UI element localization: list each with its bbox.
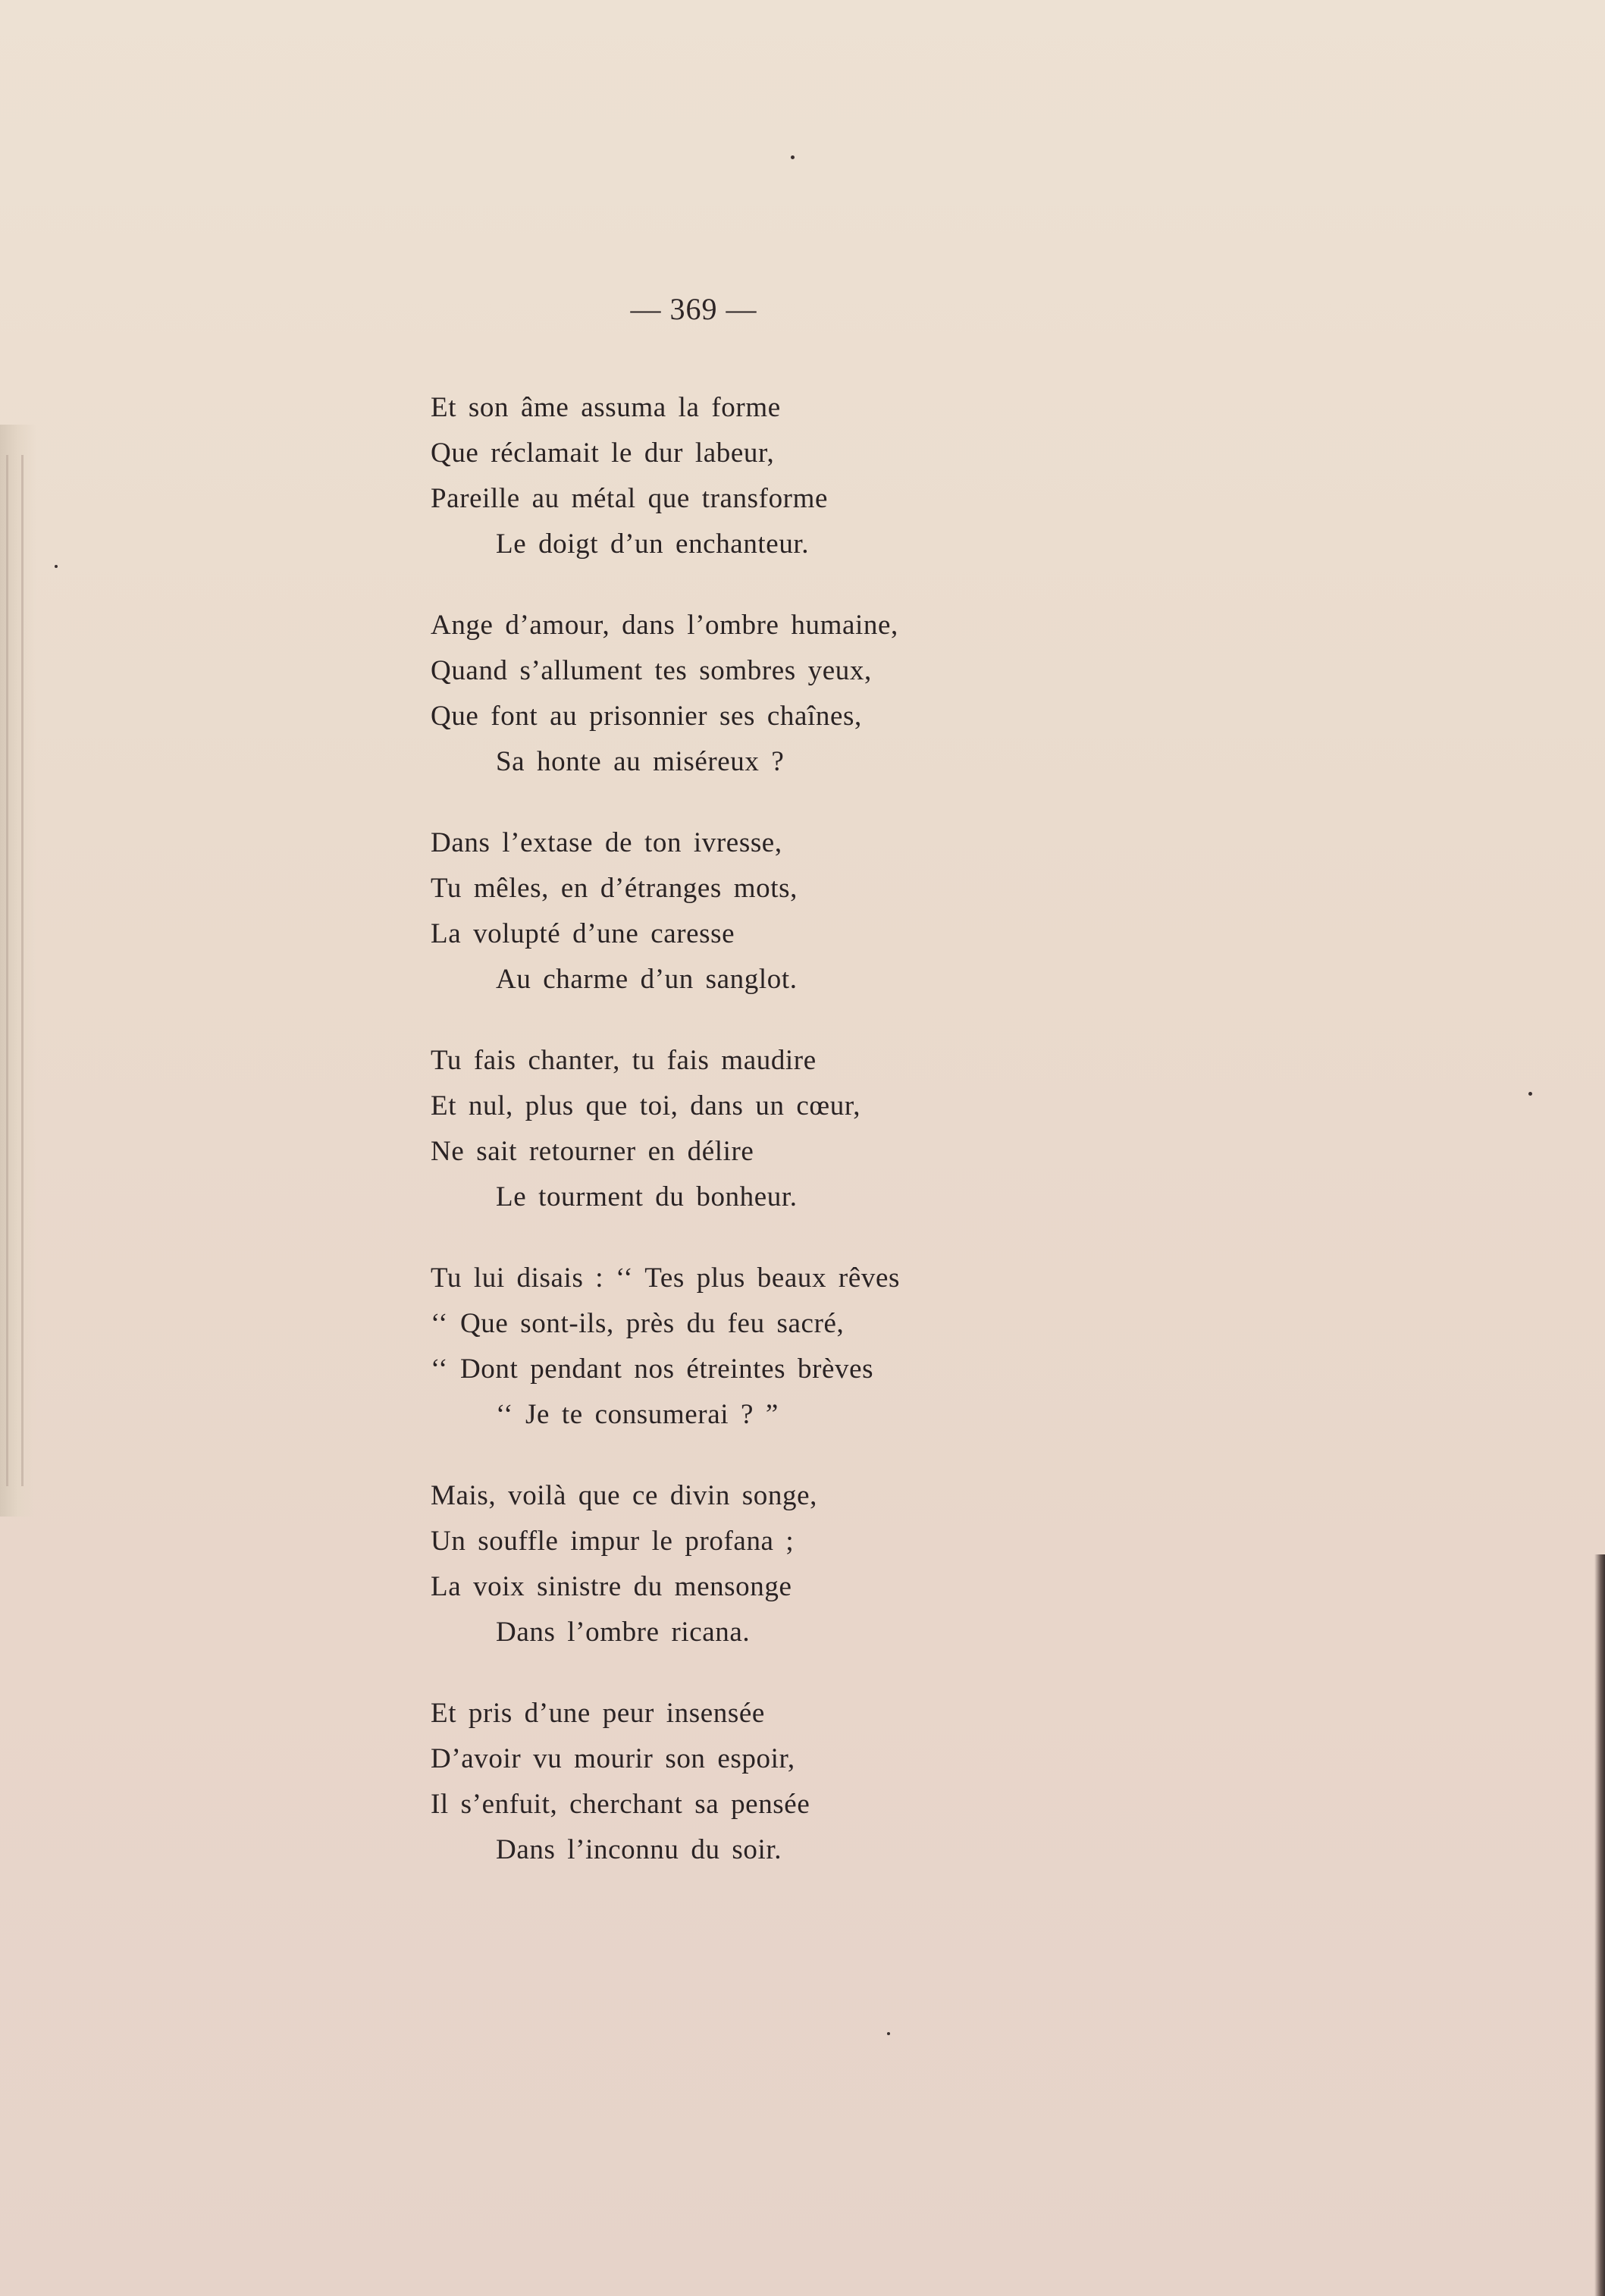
stanza <box>431 1256 1265 1438</box>
verse-line: Ange d’amour, dans l’ombre humaine, <box>431 610 898 641</box>
paper-speck <box>55 565 58 568</box>
verse-line: Le doigt d’un enchanteur. <box>496 529 810 560</box>
verse-line: Que font au prisonnier ses chaînes, <box>431 701 862 732</box>
verse-line: Tu mêles, en d’étranges mots, <box>431 873 798 904</box>
stanza <box>431 385 1265 567</box>
verse-line: Et son âme assuma la forme <box>431 392 781 423</box>
binding-edge <box>0 425 36 1517</box>
verse-line: ‘‘ Je te consumerai ? ” <box>496 1399 779 1430</box>
verse-line: Mais, voilà que ce divin songe, <box>431 1480 817 1511</box>
verse-line: Tu fais chanter, tu fais maudire <box>431 1045 817 1076</box>
verse-line: Et nul, plus que toi, dans un cœur, <box>431 1090 861 1121</box>
verse-line: Et pris d’une peur insensée <box>431 1698 765 1729</box>
verse-line: La voix sinistre du mensonge <box>431 1571 792 1602</box>
stanza <box>431 1038 1265 1220</box>
binding-crease <box>21 455 24 1486</box>
stanza <box>431 1691 1265 1873</box>
paper-speck <box>791 155 795 159</box>
paper-speck <box>887 2032 890 2035</box>
stanza <box>431 820 1265 1002</box>
poem <box>431 385 1265 1909</box>
verse-line: Dans l’extase de ton ivresse, <box>431 827 782 858</box>
verse-line: Sa honte au miséreux ? <box>496 746 785 777</box>
binding-crease <box>6 455 8 1486</box>
verse-line: Au charme d’un sanglot. <box>496 964 798 995</box>
verse-line: Un souffle impur le profana ; <box>431 1526 795 1557</box>
verse-line: D’avoir vu mourir son espoir, <box>431 1743 795 1774</box>
verse-line: ‘‘ Que sont-ils, près du feu sacré, <box>431 1308 845 1339</box>
verse-line: Dans l’ombre ricana. <box>496 1617 751 1648</box>
verse-line: Ne sait retourner en délire <box>431 1136 754 1167</box>
verse-line: ‘‘ Dont pendant nos étreintes brèves <box>431 1353 874 1385</box>
stanza <box>431 603 1265 785</box>
paper-speck <box>1528 1092 1532 1096</box>
verse-line: Le tourment du bonheur. <box>496 1181 798 1212</box>
verse-line: La volupté d’une caresse <box>431 918 735 949</box>
verse-line: Il s’enfuit, cherchant sa pensée <box>431 1789 810 1820</box>
verse-line: Que réclamait le dur labeur, <box>431 438 775 469</box>
verse-line: Quand s’allument tes sombres yeux, <box>431 655 872 686</box>
verse-line: Dans l’inconnu du soir. <box>496 1834 782 1865</box>
page-number: — 369 — <box>630 292 757 326</box>
page-edge <box>1594 1554 1605 2296</box>
stanza <box>431 1473 1265 1655</box>
verse-line: Tu lui disais : ‘‘ Tes plus beaux rêves <box>431 1262 900 1294</box>
verse-line: Pareille au métal que transforme <box>431 483 829 514</box>
